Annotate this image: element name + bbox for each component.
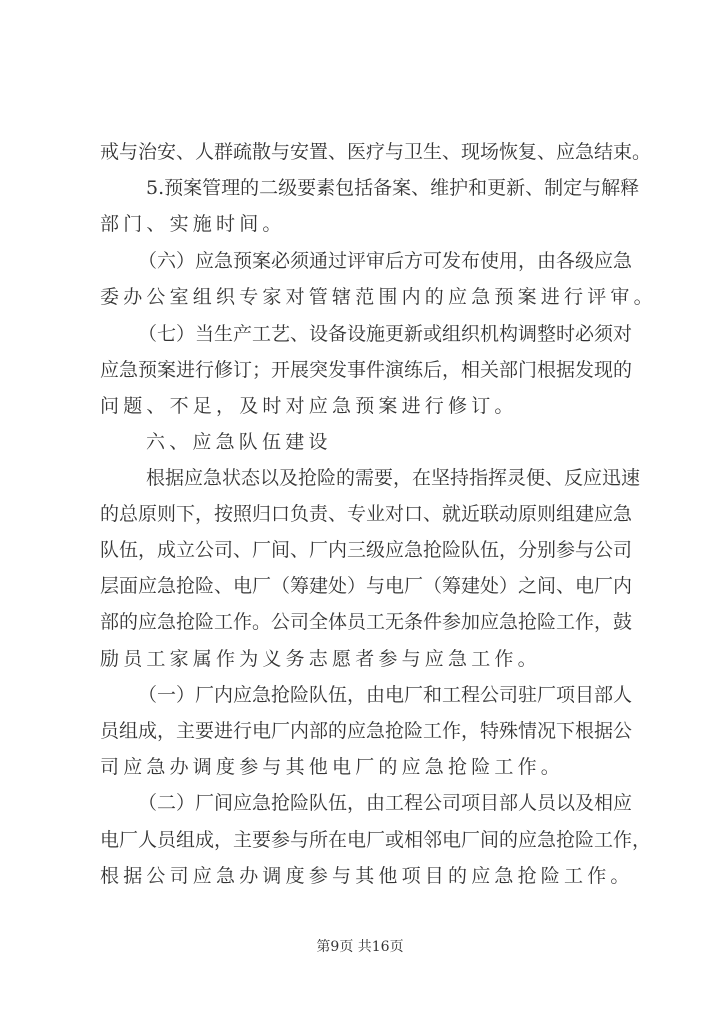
text-line: 司应急办调度参与其他电厂的应急抢险工作。 <box>100 756 565 778</box>
text-line: （六）应急预案必须通过评审后方可发布使用，由各级应急 <box>138 250 633 272</box>
section-heading: 六、应急队伍建设 <box>146 431 332 453</box>
page-number-footer: 第9页 共16页 <box>316 939 404 955</box>
text-line: （一）厂内应急抢险队伍，由电厂和工程公司驻厂项目部人 <box>138 684 633 706</box>
text-line: 应急预案进行修订；开展突发事件演练后，相关部门根据发现的 <box>100 359 633 381</box>
text-line: （七）当生产工艺、设备设施更新或组织机构调整时必须对 <box>138 323 633 345</box>
text-line: 委办公室组织专家对管辖范围内的应急预案进行评审。 <box>100 286 657 308</box>
text-line: 的总原则下，按照归口负责、专业对口、就近联动原则组建应急 <box>100 503 633 525</box>
text-line: 励员工家属作为义务志愿者参与应急工作。 <box>100 648 541 670</box>
text-line: 问题、不足，及时对应急预案进行修订。 <box>100 395 518 417</box>
text-line: 部的应急抢险工作。公司全体员工无条件参加应急抢险工作，鼓 <box>100 611 633 633</box>
text-line: 电厂人员组成，主要参与所在电厂或相邻电厂间的应急抢险工作， <box>100 829 652 851</box>
text-line: 队伍，成立公司、厂间、厂内三级应急抢险队伍，分别参与公司 <box>100 539 633 561</box>
text-line: 根据公司应急办调度参与其他项目的应急抢险工作。 <box>100 865 634 887</box>
text-line: 部门、实施时间。 <box>100 213 286 235</box>
text-line: 层面应急抢险、电厂（筹建处）与电厂（筹建处）之间、电厂内 <box>100 575 633 597</box>
text-line: （二）厂间应急抢险队伍，由工程公司项目部人员以及相应 <box>138 792 633 814</box>
text-line: 5.预案管理的二级要素包括备案、维护和更新、制定与解释 <box>146 177 640 199</box>
text-line: 戒与治安、人群疏散与安置、医疗与卫生、现场恢复、应急结束。 <box>100 141 652 163</box>
text-line: 根据应急状态以及抢险的需要，在坚持指挥灵便、反应迅速 <box>146 467 641 489</box>
text-line: 员组成，主要进行电厂内部的应急抢险工作，特殊情况下根据公 <box>100 720 633 742</box>
